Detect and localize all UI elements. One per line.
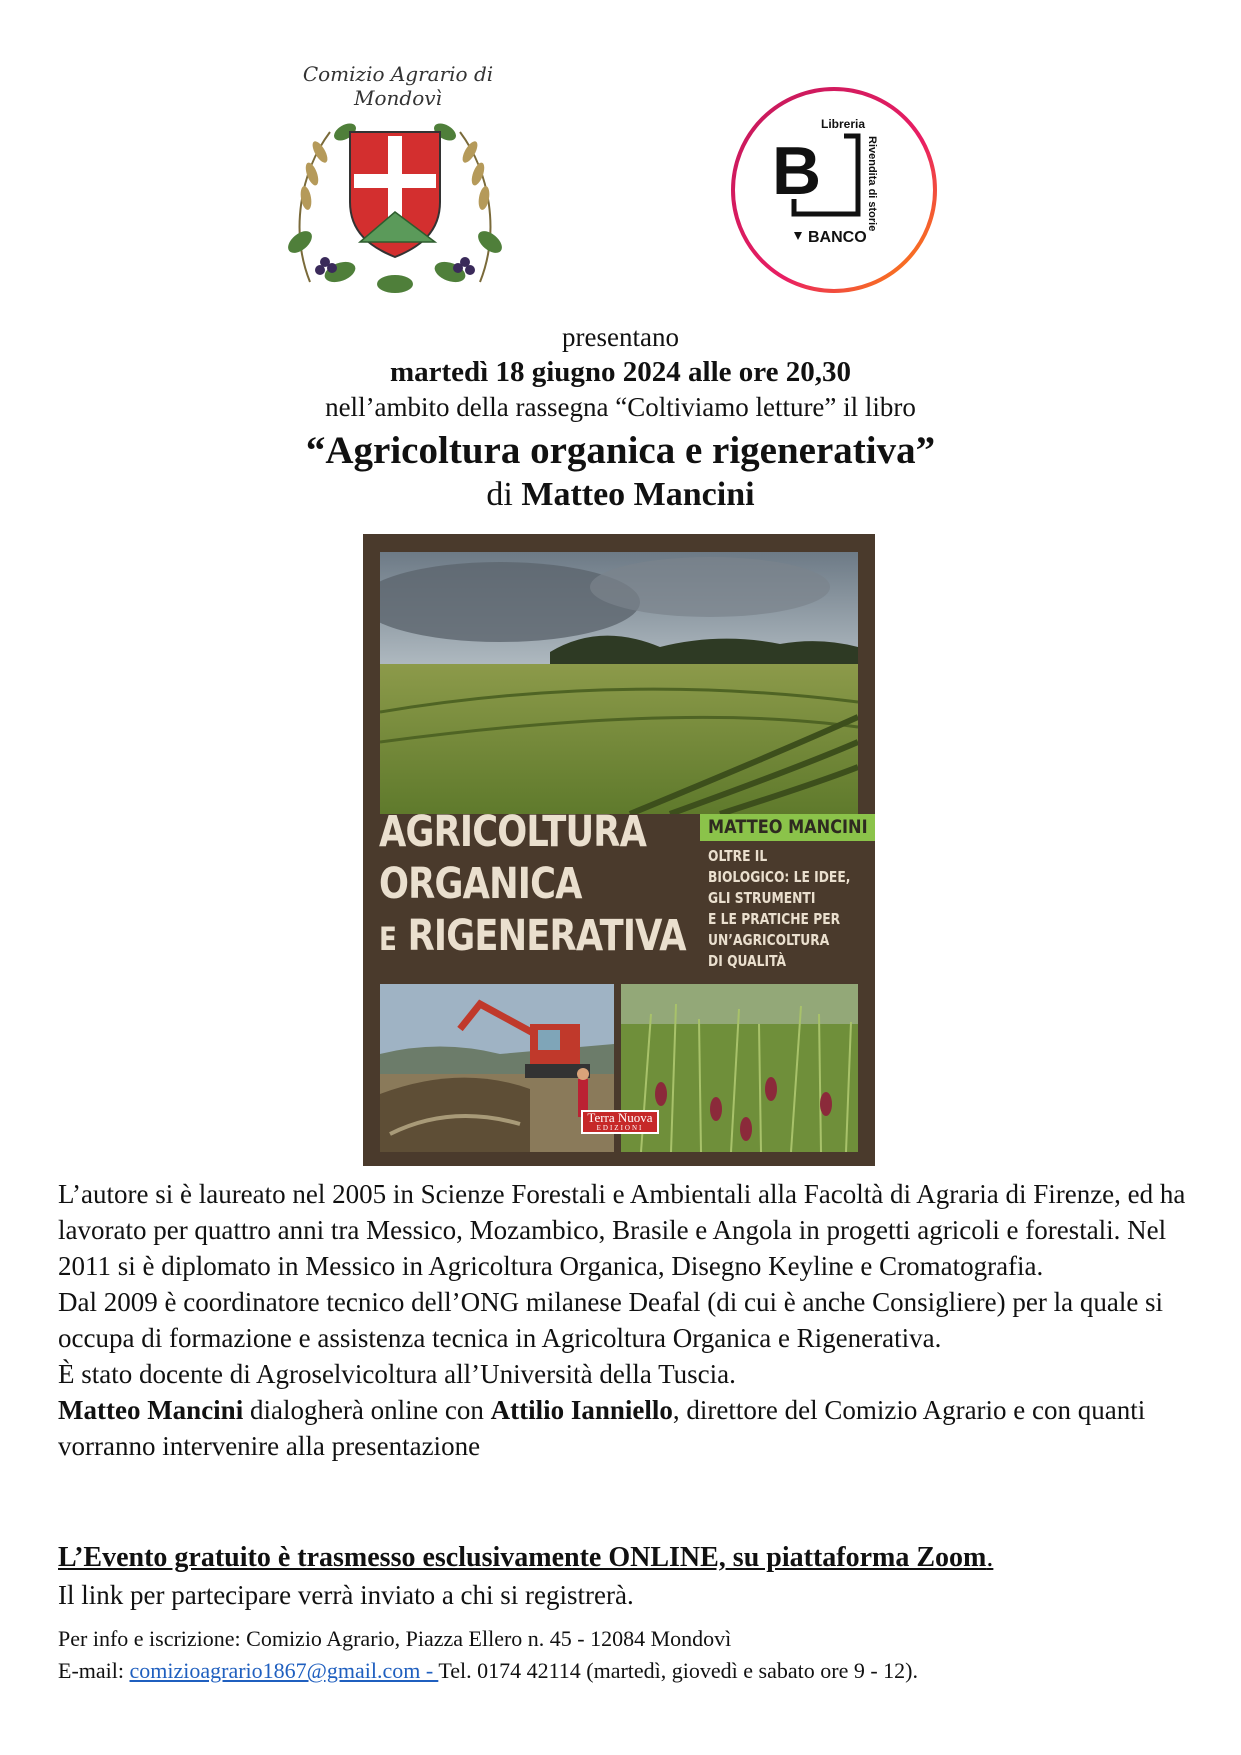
cover-photo-field	[380, 552, 858, 814]
presentano-text: presentano	[562, 322, 679, 352]
cover-photo-excavator	[380, 984, 614, 1152]
bio-paragraph: Dal 2009 è coordinatore tecnico dell’ONG milanese Deafal (di cui è anche Consigliere) per la quale si occupa di formazione e assistenza tecnica in Agricoltura Organica e Rigenerativa.	[58, 1287, 1164, 1353]
event-notice-text: L’Evento gratuito è trasmesso esclusivamente ONLINE, su piattaforma Zoom	[58, 1542, 987, 1573]
cover-title-line: AGRICOLTURA	[379, 807, 647, 857]
crest-emblem	[270, 62, 520, 302]
cover-subtitle-line: GLI STRUMENTI	[708, 889, 816, 907]
libreria-label: Libreria	[821, 117, 866, 131]
author-bio	[58, 1176, 1188, 1464]
cover-subtitle-line: E LE PRATICHE PER	[708, 910, 841, 928]
banco-letter: B	[772, 133, 822, 209]
cover-subtitle-line: OLTRE IL	[708, 847, 768, 865]
dialogue-paragraph	[58, 1392, 1188, 1464]
cover-subtitle-line: DI QUALITÀ	[708, 952, 787, 970]
cover-title	[379, 806, 686, 965]
phone-text: Tel. 0174 42114 (martedì, giovedì e sabato ore 9 - 12).	[438, 1658, 918, 1683]
dialogue-name1: Matteo Mancini	[58, 1395, 244, 1425]
dialogue-mid: dialogherà online con	[243, 1395, 491, 1425]
author-line	[0, 476, 1241, 514]
banco-emblem	[728, 84, 940, 296]
dialogue-name2: Attilio Ianniello	[490, 1395, 673, 1425]
comizio-agrario-logo	[270, 62, 520, 302]
cover-title-prefix: E	[379, 920, 397, 958]
cover-subtitle	[708, 846, 856, 972]
cover-subtitle-line: BIOLOGICO: LE IDEE,	[708, 868, 851, 886]
cover-author: MATTEO MANCINI	[708, 816, 868, 838]
author-prefix: di	[486, 476, 513, 513]
author-name: Matteo Mancini	[521, 476, 755, 513]
publisher-sub: EDIZIONI	[596, 1124, 644, 1132]
publisher-logo	[581, 1110, 659, 1134]
email-label: E-mail:	[58, 1658, 130, 1683]
bio-paragraph: È stato docente di Agroselvicoltura all’Università della Tuscia.	[58, 1359, 736, 1389]
publisher-name: Terra Nuova	[587, 1110, 653, 1125]
banco-tagline: Rivendita di storie	[866, 136, 878, 232]
cover-title-line: ORGANICA	[379, 859, 582, 909]
cover-title-line	[379, 910, 686, 965]
email-link[interactable]: comizioagrario1867@gmail.com -	[129, 1658, 439, 1683]
book-title: “Agricoltura organica e rigenerativa”	[305, 429, 936, 472]
event-date: martedì 18 giugno 2024 alle ore 20,30	[389, 356, 851, 388]
contact-info	[58, 1623, 918, 1687]
info-contact-line	[58, 1655, 918, 1687]
cover-title-last: RIGENERATIVA	[407, 911, 686, 961]
cover-author-band	[700, 814, 875, 841]
dialogue-end: , direttore del Comizio Agrario e con quanti vorranno intervenire alla presentazione	[58, 1395, 1146, 1461]
info-address: Per info e iscrizione: Comizio Agrario, Piazza Ellero n. 45 - 12084 Mondovì	[58, 1626, 732, 1651]
event-notice-end: .	[986, 1542, 994, 1573]
libreria-banco-logo	[728, 84, 940, 296]
registration-note: Il link per partecipare verrà inviato a chi si registrerà.	[58, 1580, 634, 1610]
banco-name: BANCO	[808, 229, 867, 246]
logo-caption: Comizio Agrario di Mondovì	[302, 62, 494, 110]
cover-subtitle-line: UN’AGRICOLTURA	[708, 931, 830, 949]
bio-paragraph: L’autore si è laureato nel 2005 in Scienze Forestali e Ambientali alla Facoltà di Agraria di Firenze, ed ha lavorato per quattro anni tra Messico, Mozambico, Brasile e Angola in progetti agricoli e forestali. Nel 2011 si è diplomato in Messico in Agricoltura Organica, Disegno Keyline e Cromatografia.	[58, 1179, 1186, 1281]
rassegna-text: nell’ambito della rassegna “Coltiviamo letture” il libro	[325, 392, 916, 422]
event-notice	[58, 1542, 993, 1574]
book-cover	[363, 534, 875, 1166]
